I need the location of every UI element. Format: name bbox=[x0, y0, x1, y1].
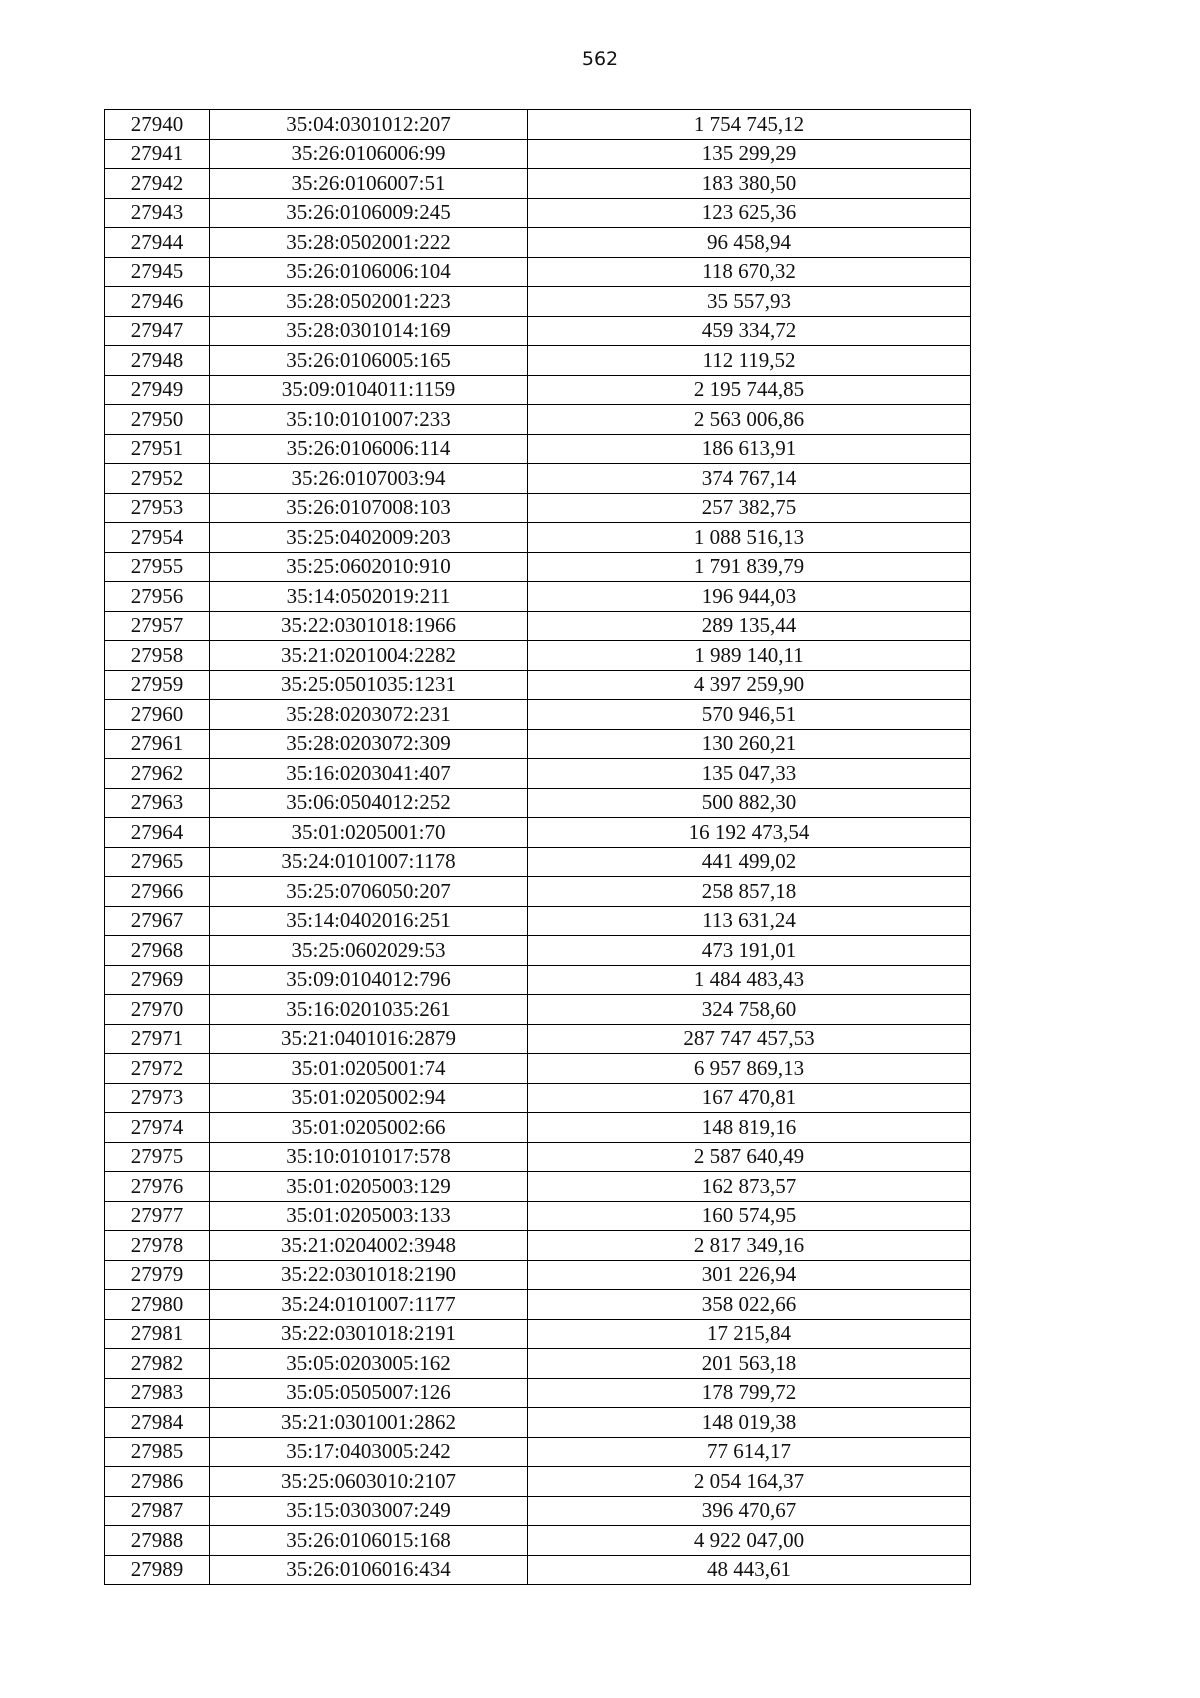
table-row bbox=[105, 287, 971, 317]
row-number-cell: 27973 bbox=[105, 1083, 210, 1113]
row-number-cell: 27984 bbox=[105, 1408, 210, 1438]
table-row bbox=[105, 493, 971, 523]
row-number-cell: 27956 bbox=[105, 582, 210, 612]
cadastral-value-cell: 287 747 457,53 bbox=[528, 1024, 971, 1054]
cadastral-number-cell: 35:26:0106006:114 bbox=[210, 434, 528, 464]
table-row bbox=[105, 995, 971, 1025]
row-number-cell: 27953 bbox=[105, 493, 210, 523]
cadastral-number-cell: 35:21:0301001:2862 bbox=[210, 1408, 528, 1438]
cadastral-number-cell: 35:25:0402009:203 bbox=[210, 523, 528, 553]
row-number-cell: 27966 bbox=[105, 877, 210, 907]
table-row bbox=[105, 847, 971, 877]
cadastral-number-cell: 35:25:0501035:1231 bbox=[210, 670, 528, 700]
cadastral-number-cell: 35:21:0401016:2879 bbox=[210, 1024, 528, 1054]
cadastral-value-cell: 570 946,51 bbox=[528, 700, 971, 730]
cadastral-value-cell: 148 819,16 bbox=[528, 1113, 971, 1143]
cadastral-value-cell: 258 857,18 bbox=[528, 877, 971, 907]
table-row bbox=[105, 729, 971, 759]
cadastral-value-cell: 2 563 006,86 bbox=[528, 405, 971, 435]
row-number-cell: 27969 bbox=[105, 965, 210, 995]
cadastral-number-cell: 35:24:0101007:1178 bbox=[210, 847, 528, 877]
cadastral-value-cell: 17 215,84 bbox=[528, 1319, 971, 1349]
table-row bbox=[105, 1437, 971, 1467]
cadastral-value-cell: 201 563,18 bbox=[528, 1349, 971, 1379]
cadastral-value-cell: 2 817 349,16 bbox=[528, 1231, 971, 1261]
cadastral-number-cell: 35:10:0101007:233 bbox=[210, 405, 528, 435]
table-row bbox=[105, 906, 971, 936]
table-row bbox=[105, 257, 971, 287]
cadastral-number-cell: 35:22:0301018:2191 bbox=[210, 1319, 528, 1349]
cadastral-number-cell: 35:25:0603010:2107 bbox=[210, 1467, 528, 1497]
cadastral-value-cell: 1 754 745,12 bbox=[528, 110, 971, 140]
row-number-cell: 27944 bbox=[105, 228, 210, 258]
cadastral-value-cell: 167 470,81 bbox=[528, 1083, 971, 1113]
row-number-cell: 27987 bbox=[105, 1496, 210, 1526]
row-number-cell: 27981 bbox=[105, 1319, 210, 1349]
row-number-cell: 27967 bbox=[105, 906, 210, 936]
cadastral-number-cell: 35:25:0602029:53 bbox=[210, 936, 528, 966]
cadastral-value-cell: 289 135,44 bbox=[528, 611, 971, 641]
cadastral-value-cell: 77 614,17 bbox=[528, 1437, 971, 1467]
cadastral-number-cell: 35:24:0101007:1177 bbox=[210, 1290, 528, 1320]
cadastral-value-cell: 16 192 473,54 bbox=[528, 818, 971, 848]
table-row bbox=[105, 877, 971, 907]
row-number-cell: 27989 bbox=[105, 1555, 210, 1585]
table-row bbox=[105, 405, 971, 435]
row-number-cell: 27943 bbox=[105, 198, 210, 228]
table-row bbox=[105, 1113, 971, 1143]
cadastral-number-cell: 35:16:0203041:407 bbox=[210, 759, 528, 789]
row-number-cell: 27971 bbox=[105, 1024, 210, 1054]
cadastral-number-cell: 35:28:0203072:309 bbox=[210, 729, 528, 759]
cadastral-number-cell: 35:01:0205002:94 bbox=[210, 1083, 528, 1113]
cadastral-number-cell: 35:28:0502001:222 bbox=[210, 228, 528, 258]
cadastral-value-cell: 396 470,67 bbox=[528, 1496, 971, 1526]
table-row bbox=[105, 818, 971, 848]
cadastral-value-cell: 500 882,30 bbox=[528, 788, 971, 818]
table-row bbox=[105, 139, 971, 169]
cadastral-value-cell: 130 260,21 bbox=[528, 729, 971, 759]
cadastral-number-cell: 35:25:0602010:910 bbox=[210, 552, 528, 582]
cadastral-number-cell: 35:26:0106016:434 bbox=[210, 1555, 528, 1585]
row-number-cell: 27949 bbox=[105, 375, 210, 405]
row-number-cell: 27974 bbox=[105, 1113, 210, 1143]
cadastral-value-cell: 183 380,50 bbox=[528, 169, 971, 199]
cadastral-value-cell: 186 613,91 bbox=[528, 434, 971, 464]
row-number-cell: 27947 bbox=[105, 316, 210, 346]
cadastral-value-cell: 148 019,38 bbox=[528, 1408, 971, 1438]
table-row bbox=[105, 169, 971, 199]
table-row bbox=[105, 788, 971, 818]
row-number-cell: 27980 bbox=[105, 1290, 210, 1320]
table-row bbox=[105, 1231, 971, 1261]
cadastral-number-cell: 35:28:0203072:231 bbox=[210, 700, 528, 730]
cadastral-value-cell: 162 873,57 bbox=[528, 1172, 971, 1202]
table-row bbox=[105, 1201, 971, 1231]
row-number-cell: 27957 bbox=[105, 611, 210, 641]
cadastral-number-cell: 35:15:0303007:249 bbox=[210, 1496, 528, 1526]
table-row bbox=[105, 670, 971, 700]
cadastral-number-cell: 35:01:0205003:133 bbox=[210, 1201, 528, 1231]
cadastral-value-cell: 2 195 744,85 bbox=[528, 375, 971, 405]
cadastral-value-table bbox=[104, 109, 971, 1585]
cadastral-number-cell: 35:01:0205003:129 bbox=[210, 1172, 528, 1202]
row-number-cell: 27952 bbox=[105, 464, 210, 494]
row-number-cell: 27972 bbox=[105, 1054, 210, 1084]
cadastral-number-cell: 35:21:0201004:2282 bbox=[210, 641, 528, 671]
row-number-cell: 27976 bbox=[105, 1172, 210, 1202]
cadastral-value-cell: 96 458,94 bbox=[528, 228, 971, 258]
row-number-cell: 27961 bbox=[105, 729, 210, 759]
cadastral-number-cell: 35:26:0106005:165 bbox=[210, 346, 528, 376]
page-number: 562 bbox=[581, 48, 619, 70]
table-row bbox=[105, 965, 971, 995]
cadastral-value-cell: 1 088 516,13 bbox=[528, 523, 971, 553]
cadastral-number-cell: 35:26:0107008:103 bbox=[210, 493, 528, 523]
cadastral-value-cell: 2 054 164,37 bbox=[528, 1467, 971, 1497]
cadastral-value-cell: 459 334,72 bbox=[528, 316, 971, 346]
cadastral-number-cell: 35:17:0403005:242 bbox=[210, 1437, 528, 1467]
cadastral-value-cell: 112 119,52 bbox=[528, 346, 971, 376]
table-row bbox=[105, 1496, 971, 1526]
row-number-cell: 27958 bbox=[105, 641, 210, 671]
table-row bbox=[105, 1319, 971, 1349]
row-number-cell: 27948 bbox=[105, 346, 210, 376]
table-row bbox=[105, 1142, 971, 1172]
table-row bbox=[105, 759, 971, 789]
cadastral-number-cell: 35:01:0205001:74 bbox=[210, 1054, 528, 1084]
table-row bbox=[105, 198, 971, 228]
cadastral-number-cell: 35:09:0104012:796 bbox=[210, 965, 528, 995]
table-row bbox=[105, 228, 971, 258]
row-number-cell: 27945 bbox=[105, 257, 210, 287]
cadastral-value-cell: 135 299,29 bbox=[528, 139, 971, 169]
table-row bbox=[105, 611, 971, 641]
table-row bbox=[105, 582, 971, 612]
row-number-cell: 27950 bbox=[105, 405, 210, 435]
table-row bbox=[105, 936, 971, 966]
cadastral-value-cell: 1 484 483,43 bbox=[528, 965, 971, 995]
cadastral-value-cell: 2 587 640,49 bbox=[528, 1142, 971, 1172]
table-row bbox=[105, 552, 971, 582]
cadastral-value-cell: 441 499,02 bbox=[528, 847, 971, 877]
cadastral-value-cell: 35 557,93 bbox=[528, 287, 971, 317]
table-row bbox=[105, 1378, 971, 1408]
cadastral-value-cell: 1 791 839,79 bbox=[528, 552, 971, 582]
cadastral-number-cell: 35:01:0205001:70 bbox=[210, 818, 528, 848]
row-number-cell: 27977 bbox=[105, 1201, 210, 1231]
row-number-cell: 27946 bbox=[105, 287, 210, 317]
cadastral-number-cell: 35:28:0301014:169 bbox=[210, 316, 528, 346]
table-row bbox=[105, 1526, 971, 1556]
cadastral-number-cell: 35:05:0505007:126 bbox=[210, 1378, 528, 1408]
table-row bbox=[105, 464, 971, 494]
table-row bbox=[105, 523, 971, 553]
cadastral-number-cell: 35:10:0101017:578 bbox=[210, 1142, 528, 1172]
table-row bbox=[105, 346, 971, 376]
cadastral-value-cell: 324 758,60 bbox=[528, 995, 971, 1025]
cadastral-number-cell: 35:14:0402016:251 bbox=[210, 906, 528, 936]
row-number-cell: 27942 bbox=[105, 169, 210, 199]
cadastral-number-cell: 35:22:0301018:2190 bbox=[210, 1260, 528, 1290]
table-row bbox=[105, 1555, 971, 1585]
table-row bbox=[105, 700, 971, 730]
row-number-cell: 27955 bbox=[105, 552, 210, 582]
cadastral-value-cell: 301 226,94 bbox=[528, 1260, 971, 1290]
cadastral-value-cell: 160 574,95 bbox=[528, 1201, 971, 1231]
row-number-cell: 27941 bbox=[105, 139, 210, 169]
row-number-cell: 27979 bbox=[105, 1260, 210, 1290]
cadastral-number-cell: 35:25:0706050:207 bbox=[210, 877, 528, 907]
cadastral-number-cell: 35:28:0502001:223 bbox=[210, 287, 528, 317]
table-row bbox=[105, 110, 971, 140]
row-number-cell: 27962 bbox=[105, 759, 210, 789]
table-row bbox=[105, 1290, 971, 1320]
cadastral-number-cell: 35:01:0205002:66 bbox=[210, 1113, 528, 1143]
table-body bbox=[105, 110, 971, 1585]
table-row bbox=[105, 1467, 971, 1497]
cadastral-value-cell: 196 944,03 bbox=[528, 582, 971, 612]
cadastral-number-cell: 35:05:0203005:162 bbox=[210, 1349, 528, 1379]
cadastral-number-cell: 35:04:0301012:207 bbox=[210, 110, 528, 140]
row-number-cell: 27985 bbox=[105, 1437, 210, 1467]
cadastral-number-cell: 35:26:0107003:94 bbox=[210, 464, 528, 494]
cadastral-value-cell: 4 922 047,00 bbox=[528, 1526, 971, 1556]
cadastral-number-cell: 35:21:0204002:3948 bbox=[210, 1231, 528, 1261]
cadastral-number-cell: 35:26:0106006:99 bbox=[210, 139, 528, 169]
table-row bbox=[105, 1408, 971, 1438]
cadastral-value-cell: 48 443,61 bbox=[528, 1555, 971, 1585]
cadastral-number-cell: 35:26:0106007:51 bbox=[210, 169, 528, 199]
table-row bbox=[105, 1260, 971, 1290]
cadastral-value-cell: 118 670,32 bbox=[528, 257, 971, 287]
cadastral-number-cell: 35:06:0504012:252 bbox=[210, 788, 528, 818]
row-number-cell: 27982 bbox=[105, 1349, 210, 1379]
table-row bbox=[105, 1083, 971, 1113]
cadastral-value-cell: 358 022,66 bbox=[528, 1290, 971, 1320]
row-number-cell: 27975 bbox=[105, 1142, 210, 1172]
table-row bbox=[105, 641, 971, 671]
cadastral-value-cell: 6 957 869,13 bbox=[528, 1054, 971, 1084]
row-number-cell: 27963 bbox=[105, 788, 210, 818]
cadastral-value-cell: 374 767,14 bbox=[528, 464, 971, 494]
row-number-cell: 27965 bbox=[105, 847, 210, 877]
row-number-cell: 27959 bbox=[105, 670, 210, 700]
cadastral-value-cell: 135 047,33 bbox=[528, 759, 971, 789]
cadastral-value-cell: 113 631,24 bbox=[528, 906, 971, 936]
row-number-cell: 27978 bbox=[105, 1231, 210, 1261]
row-number-cell: 27983 bbox=[105, 1378, 210, 1408]
row-number-cell: 27960 bbox=[105, 700, 210, 730]
cadastral-value-cell: 473 191,01 bbox=[528, 936, 971, 966]
row-number-cell: 27940 bbox=[105, 110, 210, 140]
cadastral-number-cell: 35:26:0106006:104 bbox=[210, 257, 528, 287]
cadastral-number-cell: 35:09:0104011:1159 bbox=[210, 375, 528, 405]
row-number-cell: 27954 bbox=[105, 523, 210, 553]
table-row bbox=[105, 316, 971, 346]
cadastral-value-cell: 257 382,75 bbox=[528, 493, 971, 523]
table-row bbox=[105, 1349, 971, 1379]
cadastral-number-cell: 35:26:0106015:168 bbox=[210, 1526, 528, 1556]
row-number-cell: 27964 bbox=[105, 818, 210, 848]
cadastral-value-cell: 123 625,36 bbox=[528, 198, 971, 228]
row-number-cell: 27986 bbox=[105, 1467, 210, 1497]
cadastral-value-cell: 4 397 259,90 bbox=[528, 670, 971, 700]
row-number-cell: 27951 bbox=[105, 434, 210, 464]
row-number-cell: 27970 bbox=[105, 995, 210, 1025]
cadastral-number-cell: 35:14:0502019:211 bbox=[210, 582, 528, 612]
cadastral-number-cell: 35:26:0106009:245 bbox=[210, 198, 528, 228]
table-row bbox=[105, 434, 971, 464]
table-row bbox=[105, 1054, 971, 1084]
cadastral-number-cell: 35:16:0201035:261 bbox=[210, 995, 528, 1025]
table-row bbox=[105, 1024, 971, 1054]
cadastral-value-cell: 1 989 140,11 bbox=[528, 641, 971, 671]
row-number-cell: 27968 bbox=[105, 936, 210, 966]
table-row bbox=[105, 375, 971, 405]
row-number-cell: 27988 bbox=[105, 1526, 210, 1556]
cadastral-value-cell: 178 799,72 bbox=[528, 1378, 971, 1408]
table-row bbox=[105, 1172, 971, 1202]
cadastral-number-cell: 35:22:0301018:1966 bbox=[210, 611, 528, 641]
